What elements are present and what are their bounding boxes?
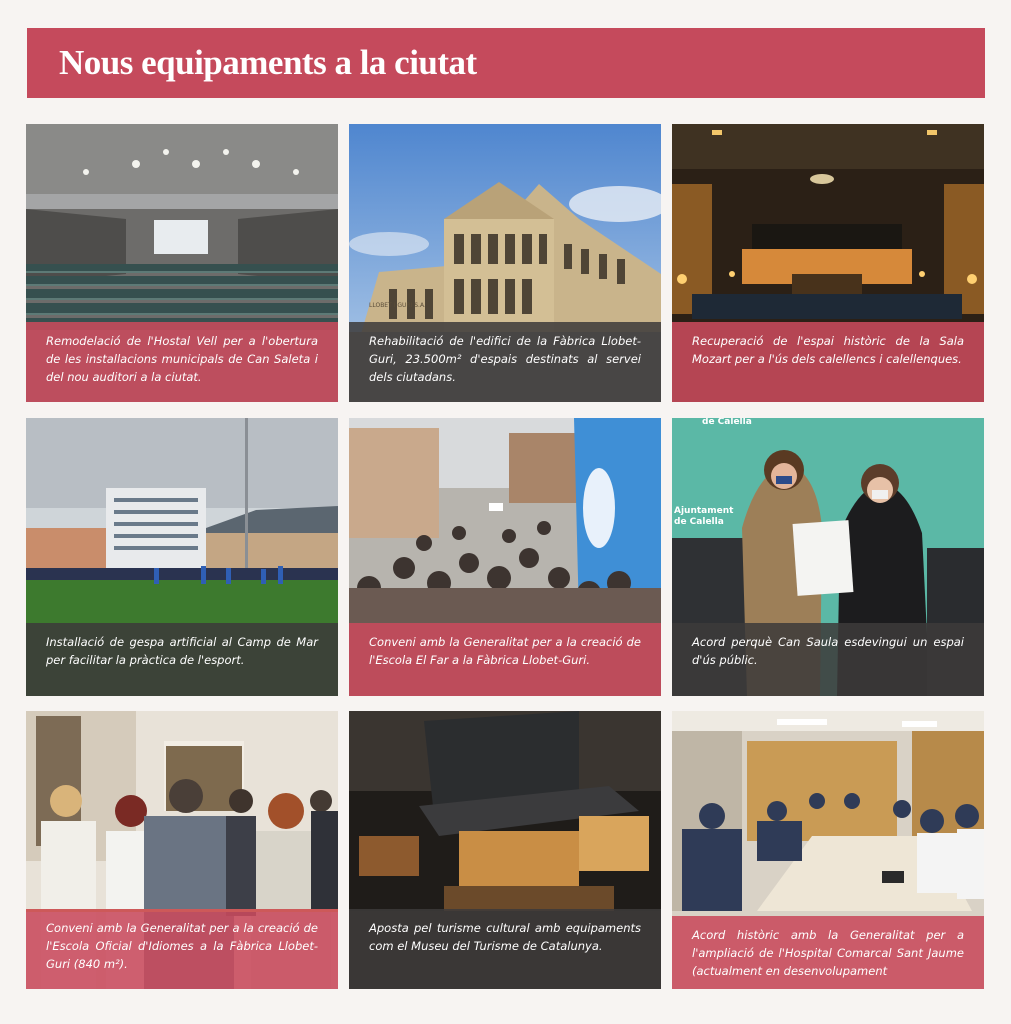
tile-fabrica-llobet-guri	[349, 124, 661, 402]
backdrop-text-ajuntament: Ajuntament	[674, 506, 734, 516]
tile-caption: Acord perquè Can Saula esdevingui un espai d'ús públic.	[672, 623, 984, 696]
tile-sala-mozart	[672, 124, 984, 402]
tile-caption: Recuperació de l'espai històric de la Sala Mozart per a l'ús dels calellencs i calellenques.	[672, 322, 984, 402]
tile-escola-oficial-idiomes	[26, 711, 338, 989]
backdrop-text-calella: de Calella	[702, 418, 752, 427]
building-sign: LLOBET I GURI S.A.	[369, 302, 426, 309]
tile-auditori	[26, 124, 338, 402]
backdrop-text-de-calella: de Calella	[674, 517, 724, 527]
page-title: Nous equipaments a la ciutat	[59, 43, 477, 82]
tile-museu-turisme	[349, 711, 661, 989]
tile-caption: Rehabilitació de l'edifici de la Fàbrica Llobet-Guri, 23.500m² d'espais destinats al servei dels ciutadans.	[349, 322, 661, 402]
tile-caption: Acord històric amb la Generalitat per a l'ampliació de l'Hospital Comarcal Sant Jaume (actualment en desenvolupament	[672, 916, 984, 989]
tile-escola-el-far	[349, 418, 661, 696]
page-header-banner	[27, 28, 985, 98]
tile-camp-de-mar	[26, 418, 338, 696]
tile-caption: Aposta pel turisme cultural amb equipaments com el Museu del Turisme de Catalunya.	[349, 909, 661, 989]
tile-caption: Remodelació de l'Hostal Vell per a l'obertura de les installacions municipals de Can Saleta i del nou auditori a la ciutat.	[26, 322, 338, 402]
tile-can-saula	[672, 418, 984, 696]
tile-caption: Conveni amb la Generalitat per a la creació de l'Escola El Far a la Fàbrica Llobet-Guri.	[349, 623, 661, 696]
tile-caption: Installació de gespa artificial al Camp de Mar per facilitar la pràctica de l'esport.	[26, 623, 338, 696]
tile-caption: Conveni amb la Generalitat per a la creació de l'Escola Oficial d'Idiomes a la Fàbrica Llobet-Guri (840 m²).	[26, 909, 338, 989]
tile-hospital-sant-jaume	[672, 711, 984, 989]
